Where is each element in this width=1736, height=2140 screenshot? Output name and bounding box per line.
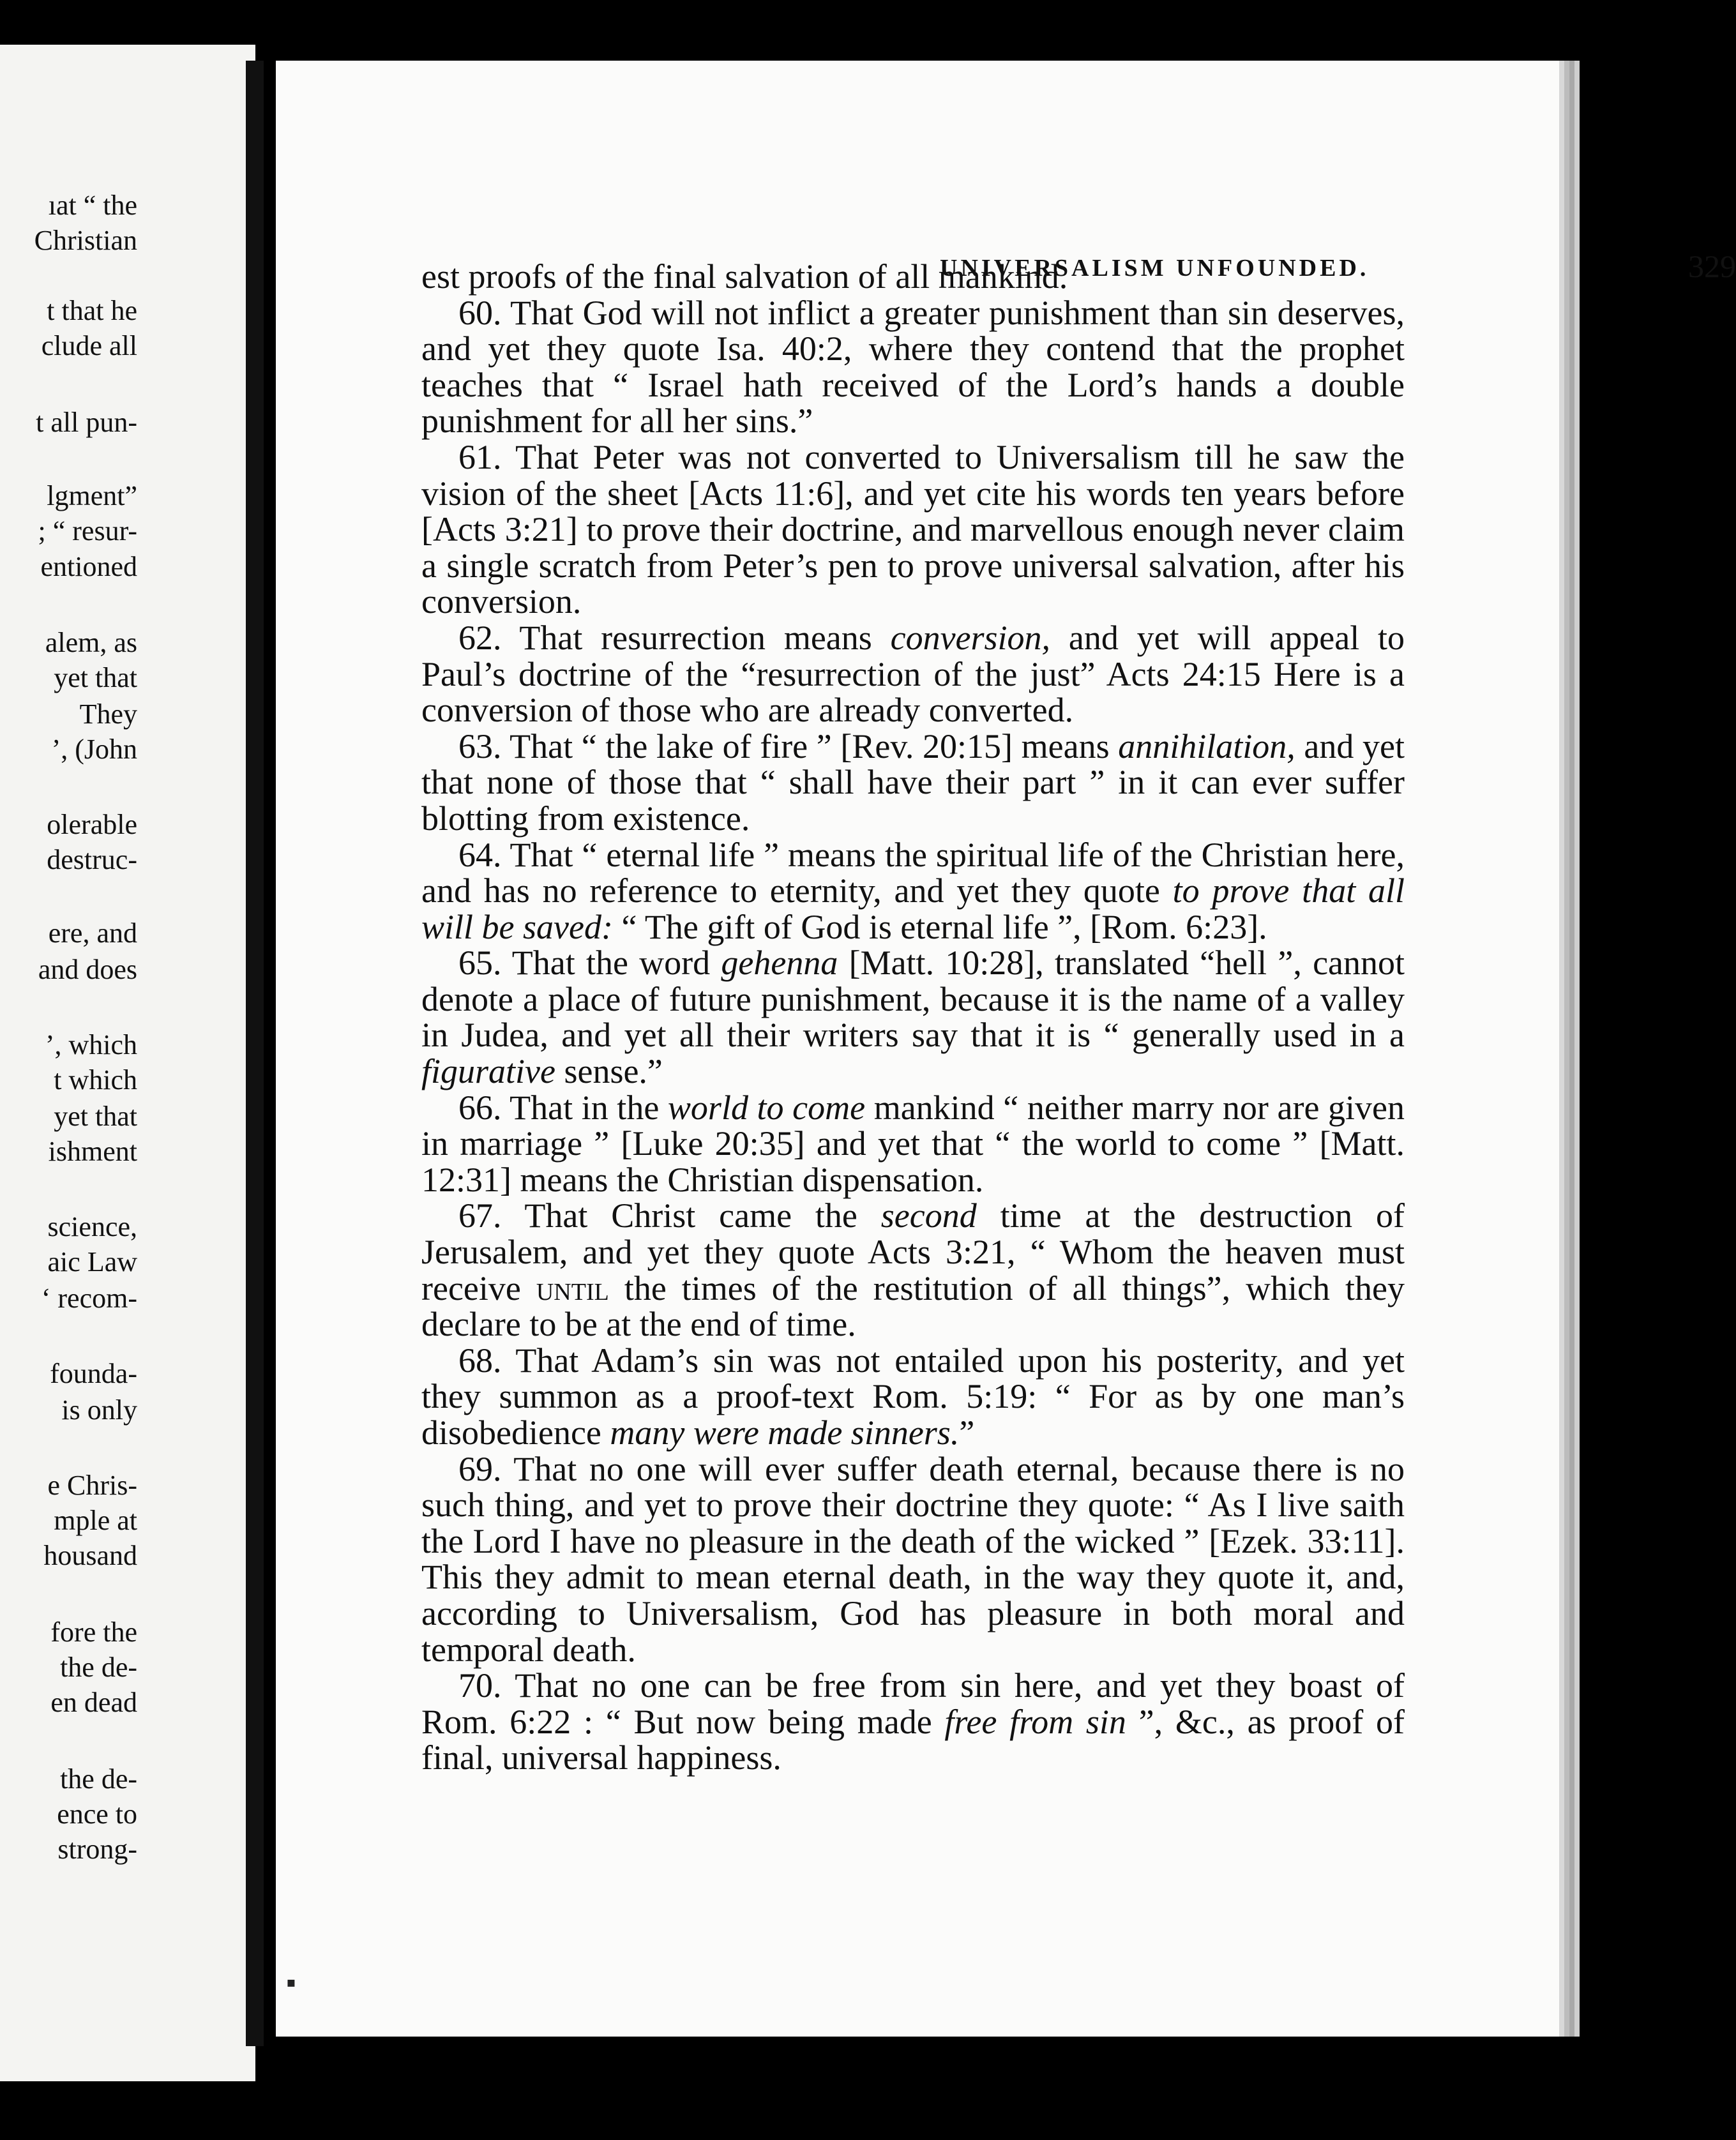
facing-page-line: ence to <box>57 1798 137 1830</box>
facing-page-line: the de- <box>60 1763 137 1795</box>
facing-page-line: science, <box>47 1211 137 1242</box>
paragraph-67: 67. That Christ came the second time at the destruction of Jerusalem, and yet they quote Acts 3:21, “ Whom the heaven must receive until the times of the restitution of all things”, which they declare to be at the end of time. <box>421 1196 1405 1344</box>
facing-page-line: olerable <box>47 809 137 840</box>
item-number: 69. <box>458 1449 502 1488</box>
facing-page-line: clude all <box>41 330 137 361</box>
italic-term: second <box>880 1196 977 1235</box>
item-number: 65. <box>458 944 502 983</box>
paragraph-61: 61. That Peter was not converted to Universalism till he saw the vision of the sheet [Acts 11:6], and yet cite his words ten years before [Acts 3:21] to prove their doctrine, and marvellous enough never claim a single scratch from Peter’s pen to prove universal salvation, after his conversion. <box>421 437 1405 621</box>
small-caps-term: until <box>536 1269 609 1307</box>
item-number: 63. <box>458 727 502 765</box>
facing-page-line: ıat “ the <box>48 190 137 221</box>
facing-page-line: ‘ recom- <box>41 1283 137 1314</box>
facing-page-line: t all pun- <box>36 407 137 438</box>
facing-page-line: housand <box>43 1540 137 1571</box>
facing-page-line: yet that <box>54 1101 137 1132</box>
facing-page-line: mple at <box>54 1505 137 1536</box>
page-header <box>659 193 1736 284</box>
facing-page-line: ere, and <box>48 917 137 949</box>
body-text <box>421 259 1405 1776</box>
item-number: 67. <box>458 1196 502 1235</box>
item-number: 61. <box>458 437 502 476</box>
item-number: 64. <box>458 835 502 874</box>
facing-page-line: and does <box>38 954 137 985</box>
paragraph-60: 60. That God will not inflict a greater punishment than sin deserves, and yet they quote Isa. 40:2, where they contend that the prophet teaches that “ Israel hath received of the Lord’s hands a double punishment for all her sins.” <box>421 293 1405 441</box>
italic-term: figurative <box>421 1052 555 1091</box>
facing-page-line: fore the <box>50 1616 137 1648</box>
ink-speck: ▪ <box>286 1967 296 1998</box>
item-number: 68. <box>458 1341 502 1380</box>
paragraph-69: 69. That no one will ever suffer death eternal, because there is no such thing, and yet to prove their doctrine they quote: “ As I live saith the Lord I have no pleasure in the death of the wicked ” [Ezek. 33:11]. This they admit to mean eternal death, in the way they quote it, and, according to Universalism, God has pleasure in both moral and temporal death. <box>421 1449 1405 1669</box>
facing-page-line: en dead <box>50 1687 137 1718</box>
facing-page-line: t which <box>54 1064 137 1096</box>
running-title: UNIVERSALISM UNFOUNDED. <box>940 255 1370 282</box>
facing-page-line: the de- <box>60 1652 137 1683</box>
paragraph-68: 68. That Adam’s sin was not entailed upon his posterity, and yet they summon as a proof-text Rom. 5:19: “ For as by one man’s disobedience many were made sinners.” <box>421 1341 1405 1452</box>
item-number: 60. <box>458 293 502 332</box>
facing-page-line: alem, as <box>45 627 137 658</box>
facing-page-line: Christian <box>34 225 137 256</box>
italic-term: annihilation, <box>1118 727 1295 765</box>
facing-page-line: e Chris- <box>47 1470 137 1501</box>
facing-page-left <box>0 45 255 2081</box>
book-gutter <box>246 61 264 2046</box>
facing-page-line: ; “ resur- <box>38 515 137 546</box>
item-number: 66. <box>458 1088 502 1127</box>
paragraph-65: 65. That the word gehenna [Matt. 10:28], translated “hell ”, cannot denote a place of future punishment, because it is the name of a valley in Judea, and yet all their writers say that it is “ generally used in a figurative sense.” <box>421 944 1405 1091</box>
italic-term: conversion, <box>890 618 1051 657</box>
item-number: 62. <box>458 618 502 657</box>
paragraph-62: 62. That resurrection means conversion, and yet will appeal to Paul’s doctrine of the “resurrection of the just” Acts 24:15 Here is a conversion of those who are already converted. <box>421 618 1405 730</box>
paragraph-63: 63. That “ the lake of fire ” [Rev. 20:15] means annihilation, and yet that none of those that “ shall have their part ” in it can ever suffer blotting from existence. <box>421 727 1405 838</box>
paragraph-continuation: est proofs of the final salvation of all mankind. <box>421 257 1068 296</box>
facing-page-line: yet that <box>54 662 137 693</box>
facing-page-line: They <box>79 698 137 730</box>
paragraph-66: 66. That in the world to come mankind “ neither marry nor are given in marriage ” [Luke 20:35] and yet that “ the world to come ” [Matt. 12:31] means the Christian dispensation. <box>421 1088 1405 1199</box>
italic-phrase: world to come <box>667 1088 866 1127</box>
facing-page-line: is only <box>61 1394 137 1426</box>
facing-page-line: destruc- <box>47 844 137 875</box>
facing-page-line: ’, which <box>45 1029 137 1060</box>
paragraph-70: 70. That no one can be free from sin here, and yet they boast of Rom. 6:22 : “ But now being made free from sin ”, &c., as proof of final, universal happiness. <box>421 1666 1405 1777</box>
facing-page-line: strong- <box>57 1834 137 1865</box>
italic-phrase: to prove that all will be saved: <box>421 871 1405 946</box>
facing-page-line: founda- <box>50 1358 137 1389</box>
facing-page-line: aic Law <box>47 1246 137 1277</box>
facing-page-line: lgment” <box>47 480 137 511</box>
facing-page-line: ishment <box>48 1136 137 1167</box>
facing-page-line: ’, (John <box>51 734 137 765</box>
italic-phrase: many were made sinners. <box>610 1413 960 1452</box>
italic-term: gehenna <box>721 944 838 983</box>
paragraph-64: 64. That “ eternal life ” means the spiritual life of the Christian here, and has no reference to eternity, and yet they quote to prove that all will be saved: “ The gift of God is eternal life ”, [Rom. 6:23]. <box>421 835 1405 946</box>
italic-phrase: free from sin <box>944 1702 1126 1741</box>
item-number: 70. <box>458 1666 502 1705</box>
page-number: 329 <box>1688 248 1736 284</box>
book-page-329 <box>276 61 1736 2037</box>
facing-page-line: entioned <box>40 551 137 582</box>
facing-page-line: t that he <box>47 295 137 326</box>
